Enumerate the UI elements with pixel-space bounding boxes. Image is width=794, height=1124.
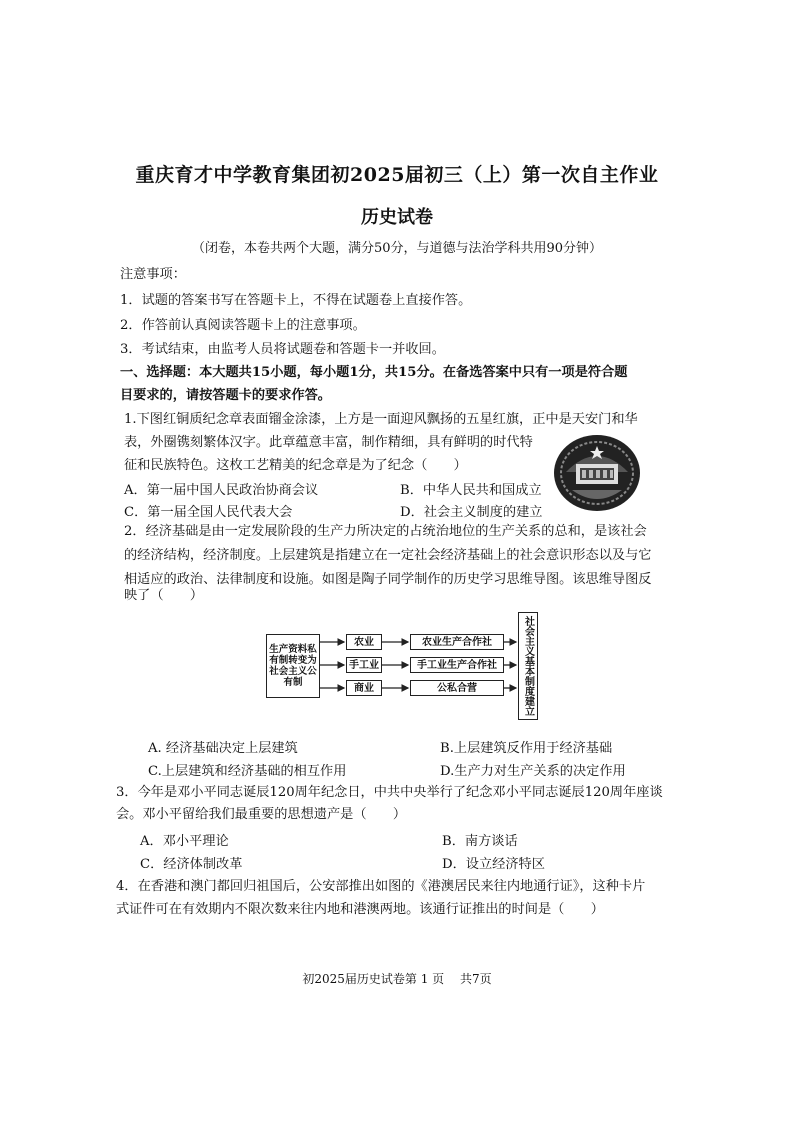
q1-option-d: D．社会主义制度的建立 (400, 505, 543, 520)
q3-stem-line: 3．今年是邓小平同志诞辰120周年纪念日，中共中央举行了纪念邓小平同志诞辰120周年座谈 (116, 785, 663, 800)
q1-option-b: B．中华人民共和国成立 (400, 483, 542, 498)
mind-map-diagram (262, 612, 542, 724)
instructions-heading: 注意事项： (120, 267, 186, 282)
section1-line1: 一、选择题：本大题共15小题，每小题1分，共15分。在备选答案中只有一项是符合题 (120, 365, 628, 380)
q1-stem-line: 征和民族特色。这枚工艺精美的纪念章是为了纪念（ ） (124, 458, 467, 473)
q2-option-d: D.生产力对生产关系的决定作用 (440, 764, 626, 779)
exam-note: （闭卷，本卷共两个大题，满分50分，与道德与法治学科共用90分钟） (191, 241, 603, 256)
q4-stem-line: 式证件可在有效期内不限次数来往内地和港澳两地。该通行证推出的时间是（ ） (116, 902, 604, 917)
diagram-reform-box: 公私合营 (410, 680, 504, 696)
diagram-sector-box: 农业 (346, 634, 382, 650)
instruction-item: 3．考试结束，由监考人员将试题卷和答题卡一并收回。 (120, 342, 445, 357)
section1-line2: 目要求的，请按答题卡的要求作答。 (120, 388, 331, 403)
diagram-sector-box: 手工业 (346, 657, 382, 673)
page-footer: 初2025届历史试卷第 1 页 共7页 (302, 972, 492, 986)
q3-option-a: A．邓小平理论 (140, 834, 229, 849)
q1-stem-line: 1.下图红铜质纪念章表面镏金涂漆，上方是一面迎风飘扬的五星红旗，正中是天安门和华 (124, 412, 638, 427)
q2-stem-line: 映了（ ） (124, 588, 204, 603)
q3-stem-line: 会。邓小平留给我们最重要的思想遗产是（ ） (116, 807, 407, 822)
diagram-sector-box: 商业 (346, 680, 382, 696)
instruction-item: 1．试题的答案书写在答题卡上，不得在试题卷上直接作答。 (120, 293, 472, 308)
diagram-result-box: 社会主义基本制度建立 (518, 612, 538, 720)
q3-option-b: B．南方谈话 (442, 834, 518, 849)
q2-stem-line: 相适应的政治、法律制度和设施。如图是陶子同学制作的历史学习思维导图。该思维导图反 (124, 572, 652, 587)
commemorative-badge-icon (552, 432, 642, 514)
q2-option-c: C.上层建筑和经济基础的相互作用 (148, 764, 347, 779)
q1-stem-line: 表，外圈镌刻繁体汉字。此章蕴意丰富，制作精细，具有鲜明的时代特 (124, 435, 533, 450)
diagram-reform-box: 农业生产合作社 (410, 634, 504, 650)
q2-stem-line: 的经济结构，经济制度。上层建筑是指建立在一定社会经济基础上的社会意识形态以及与它 (124, 548, 652, 563)
q1-option-c: C．第一届全国人民代表大会 (124, 505, 293, 520)
q2-stem-line: 2．经济基础是由一定发展阶段的生产力所决定的占统治地位的生产关系的总和，是该社会 (124, 524, 647, 539)
q3-option-d: D．设立经济特区 (442, 857, 545, 872)
q4-stem-line: 4．在香港和澳门都回归祖国后，公安部推出如图的《港澳居民来往内地通行证》，这种卡片 (116, 879, 646, 894)
q1-option-a: A．第一届中国人民政治协商会议 (124, 483, 319, 498)
q3-option-c: C．经济体制改革 (140, 857, 243, 872)
q2-option-a: A. 经济基础决定上层建筑 (148, 741, 298, 756)
instruction-item: 2．作答前认真阅读答题卡上的注意事项。 (120, 318, 366, 333)
diagram-reform-box: 手工业生产合作社 (410, 657, 504, 673)
diagram-source-box: 生产资料私有制转变为社会主义公有制 (266, 634, 320, 698)
exam-title: 重庆育才中学教育集团初2025届初三（上）第一次自主作业 (135, 164, 659, 186)
q2-option-b: B.上层建筑反作用于经济基础 (440, 741, 613, 756)
exam-subject: 历史试卷 (361, 207, 433, 228)
